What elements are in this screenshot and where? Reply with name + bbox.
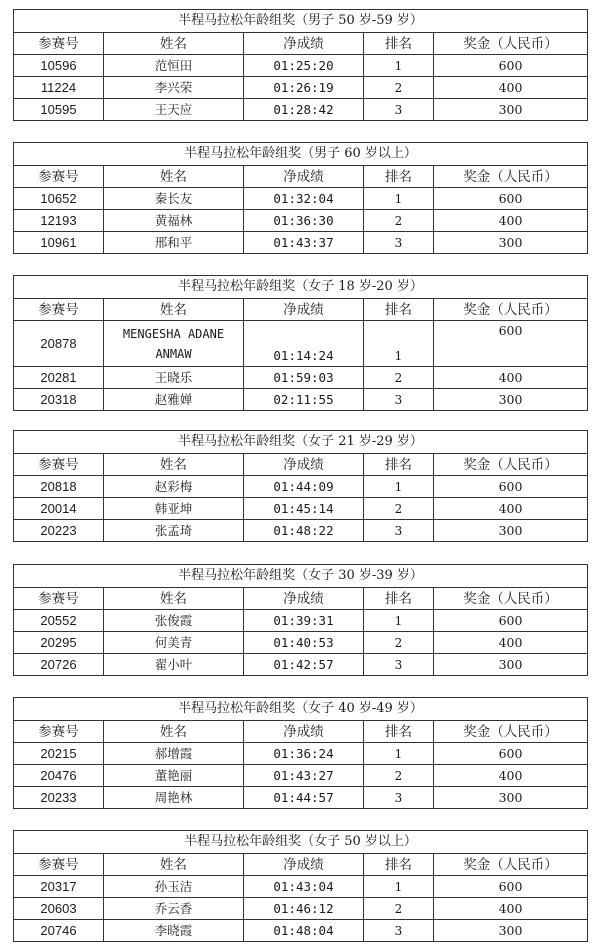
award-table xyxy=(13,697,588,809)
entry-number: 20317 xyxy=(14,876,104,898)
table-title-row xyxy=(14,698,588,721)
net-time: 01:44:57 xyxy=(244,787,364,809)
entry-number: 20014 xyxy=(14,498,104,520)
rank: 3 xyxy=(364,389,434,411)
table-row xyxy=(14,787,588,809)
rank: 3 xyxy=(364,99,434,121)
table-row xyxy=(14,898,588,920)
entry-number-header: 参赛号 xyxy=(14,854,104,876)
prize-header: 奖金（人民币） xyxy=(434,33,588,55)
table-row xyxy=(14,476,588,498)
rank: 2 xyxy=(364,765,434,787)
rank: 1 xyxy=(364,743,434,765)
entry-number: 20603 xyxy=(14,898,104,920)
table-row xyxy=(14,876,588,898)
runner-name: 董艳丽 xyxy=(104,765,244,787)
net-time-header: 净成绩 xyxy=(244,166,364,188)
name-header: 姓名 xyxy=(104,454,244,476)
entry-number: 20552 xyxy=(14,610,104,632)
runner-name: 黄福林 xyxy=(104,210,244,232)
net-time-header: 净成绩 xyxy=(244,588,364,610)
net-time: 01:26:19 xyxy=(244,77,364,99)
prize-amount: 400 xyxy=(434,632,588,654)
name-header: 姓名 xyxy=(104,166,244,188)
name-header: 姓名 xyxy=(104,854,244,876)
prize-amount: 600 xyxy=(434,743,588,765)
net-time: 01:43:04 xyxy=(244,876,364,898)
net-time: 01:43:27 xyxy=(244,765,364,787)
runner-name: 赵彩梅 xyxy=(104,476,244,498)
entry-number: 11224 xyxy=(14,77,104,99)
runner-name: 范恒田 xyxy=(104,55,244,77)
net-time-header: 净成绩 xyxy=(244,454,364,476)
rank: 2 xyxy=(364,77,434,99)
runner-name: 翟小叶 xyxy=(104,654,244,676)
runner-name: 赵雅婵 xyxy=(104,389,244,411)
prize-amount: 300 xyxy=(434,232,588,254)
net-time: 01:28:42 xyxy=(244,99,364,121)
award-table xyxy=(13,275,588,411)
prize-amount: 400 xyxy=(434,498,588,520)
table-header-row xyxy=(14,454,588,476)
rank: 1 xyxy=(364,476,434,498)
net-time: 01:40:53 xyxy=(244,632,364,654)
net-time: 01:36:24 xyxy=(244,743,364,765)
name-header: 姓名 xyxy=(104,721,244,743)
table-row xyxy=(14,77,588,99)
net-time: 01:32:04 xyxy=(244,188,364,210)
prize-amount: 300 xyxy=(434,389,588,411)
prize-amount: 600 xyxy=(434,476,588,498)
table-title-row xyxy=(14,143,588,166)
entry-number-header: 参赛号 xyxy=(14,588,104,610)
prize-amount: 600 xyxy=(434,321,588,367)
rank: 2 xyxy=(364,210,434,232)
rank-header: 排名 xyxy=(364,721,434,743)
runner-name: 张俊霞 xyxy=(104,610,244,632)
table-title: 半程马拉松年龄组奖（女子 40 岁-49 岁） xyxy=(14,698,588,721)
net-time: 01:48:22 xyxy=(244,520,364,542)
prize-amount: 600 xyxy=(434,55,588,77)
table-title-row xyxy=(14,565,588,588)
runner-name: 周艳林 xyxy=(104,787,244,809)
name-header: 姓名 xyxy=(104,588,244,610)
table-title-row xyxy=(14,276,588,299)
net-time: 01:39:31 xyxy=(244,610,364,632)
prize-header: 奖金（人民币） xyxy=(434,454,588,476)
runner-name: 王天应 xyxy=(104,99,244,121)
table-row xyxy=(14,389,588,411)
entry-number: 20476 xyxy=(14,765,104,787)
net-time: 01:14:24 xyxy=(244,321,364,367)
rank: 1 xyxy=(364,321,434,367)
rank: 1 xyxy=(364,55,434,77)
table-row xyxy=(14,367,588,389)
runner-name: 孙玉洁 xyxy=(104,876,244,898)
table-header-row xyxy=(14,166,588,188)
runner-name: 乔云香 xyxy=(104,898,244,920)
table-row xyxy=(14,321,588,367)
rank-header: 排名 xyxy=(364,166,434,188)
runner-name: 何美青 xyxy=(104,632,244,654)
net-time: 01:59:03 xyxy=(244,367,364,389)
rank: 3 xyxy=(364,232,434,254)
table-title: 半程马拉松年龄组奖（男子 60 岁以上） xyxy=(14,143,588,166)
prize-amount: 600 xyxy=(434,876,588,898)
table-header-row xyxy=(14,721,588,743)
entry-number: 12193 xyxy=(14,210,104,232)
runner-name: 秦长友 xyxy=(104,188,244,210)
prize-amount: 400 xyxy=(434,898,588,920)
net-time: 01:25:20 xyxy=(244,55,364,77)
entry-number-header: 参赛号 xyxy=(14,454,104,476)
table-row xyxy=(14,99,588,121)
runner-name: 邢和平 xyxy=(104,232,244,254)
prize-amount: 400 xyxy=(434,765,588,787)
prize-header: 奖金（人民币） xyxy=(434,854,588,876)
prize-amount: 400 xyxy=(434,210,588,232)
table-row xyxy=(14,610,588,632)
table-header-row xyxy=(14,299,588,321)
table-header-row xyxy=(14,854,588,876)
entry-number: 20746 xyxy=(14,920,104,942)
entry-number: 20726 xyxy=(14,654,104,676)
name-header: 姓名 xyxy=(104,299,244,321)
award-table xyxy=(13,564,588,676)
prize-amount: 300 xyxy=(434,520,588,542)
entry-number: 20318 xyxy=(14,389,104,411)
prize-amount: 400 xyxy=(434,77,588,99)
net-time: 02:11:55 xyxy=(244,389,364,411)
net-time: 01:48:04 xyxy=(244,920,364,942)
table-row xyxy=(14,654,588,676)
entry-number-header: 参赛号 xyxy=(14,721,104,743)
award-table xyxy=(13,430,588,542)
table-title-row xyxy=(14,10,588,33)
net-time: 01:46:12 xyxy=(244,898,364,920)
table-row xyxy=(14,188,588,210)
rank: 3 xyxy=(364,654,434,676)
net-time-header: 净成绩 xyxy=(244,33,364,55)
runner-name: 王晓乐 xyxy=(104,367,244,389)
runner-name: MENGESHA ADANE ANMAW xyxy=(104,321,244,367)
rank-header: 排名 xyxy=(364,454,434,476)
table-row xyxy=(14,498,588,520)
net-time: 01:45:14 xyxy=(244,498,364,520)
table-title: 半程马拉松年龄组奖（男子 50 岁-59 岁） xyxy=(14,10,588,33)
award-table xyxy=(13,142,588,254)
table-row xyxy=(14,632,588,654)
runner-name: 张孟琦 xyxy=(104,520,244,542)
table-row xyxy=(14,232,588,254)
entry-number: 20223 xyxy=(14,520,104,542)
rank: 1 xyxy=(364,876,434,898)
award-table xyxy=(13,9,588,121)
entry-number: 10596 xyxy=(14,55,104,77)
prize-amount: 300 xyxy=(434,654,588,676)
entry-number: 20878 xyxy=(14,321,104,367)
table-row xyxy=(14,920,588,942)
rank: 1 xyxy=(364,610,434,632)
table-row xyxy=(14,520,588,542)
rank: 3 xyxy=(364,520,434,542)
net-time-header: 净成绩 xyxy=(244,721,364,743)
rank: 2 xyxy=(364,367,434,389)
prize-amount: 300 xyxy=(434,920,588,942)
entry-number-header: 参赛号 xyxy=(14,166,104,188)
entry-number: 20818 xyxy=(14,476,104,498)
table-row xyxy=(14,55,588,77)
rank-header: 排名 xyxy=(364,33,434,55)
table-title: 半程马拉松年龄组奖（女子 50 岁以上） xyxy=(14,831,588,854)
table-title: 半程马拉松年龄组奖（女子 30 岁-39 岁） xyxy=(14,565,588,588)
entry-number: 10652 xyxy=(14,188,104,210)
table-title-row xyxy=(14,431,588,454)
table-row xyxy=(14,210,588,232)
net-time-header: 净成绩 xyxy=(244,299,364,321)
net-time: 01:42:57 xyxy=(244,654,364,676)
table-row xyxy=(14,765,588,787)
net-time-header: 净成绩 xyxy=(244,854,364,876)
prize-header: 奖金（人民币） xyxy=(434,588,588,610)
prize-amount: 600 xyxy=(434,188,588,210)
award-table xyxy=(13,830,588,942)
rank: 2 xyxy=(364,498,434,520)
prize-amount: 600 xyxy=(434,610,588,632)
table-header-row xyxy=(14,33,588,55)
table-header-row xyxy=(14,588,588,610)
rank-header: 排名 xyxy=(364,299,434,321)
entry-number: 20281 xyxy=(14,367,104,389)
table-row xyxy=(14,743,588,765)
net-time: 01:43:37 xyxy=(244,232,364,254)
runner-name: 郝增霞 xyxy=(104,743,244,765)
runner-name: 李兴荣 xyxy=(104,77,244,99)
rank: 2 xyxy=(364,898,434,920)
prize-header: 奖金（人民币） xyxy=(434,299,588,321)
rank-header: 排名 xyxy=(364,854,434,876)
table-title: 半程马拉松年龄组奖（女子 21 岁-29 岁） xyxy=(14,431,588,454)
rank: 3 xyxy=(364,787,434,809)
runner-name: 李晓霞 xyxy=(104,920,244,942)
entry-number: 20233 xyxy=(14,787,104,809)
entry-number-header: 参赛号 xyxy=(14,299,104,321)
rank-header: 排名 xyxy=(364,588,434,610)
prize-header: 奖金（人民币） xyxy=(434,166,588,188)
net-time: 01:44:09 xyxy=(244,476,364,498)
rank: 1 xyxy=(364,188,434,210)
rank: 2 xyxy=(364,632,434,654)
prize-amount: 400 xyxy=(434,367,588,389)
net-time: 01:36:30 xyxy=(244,210,364,232)
rank: 3 xyxy=(364,920,434,942)
prize-amount: 300 xyxy=(434,99,588,121)
table-title-row xyxy=(14,831,588,854)
name-header: 姓名 xyxy=(104,33,244,55)
entry-number-header: 参赛号 xyxy=(14,33,104,55)
prize-header: 奖金（人民币） xyxy=(434,721,588,743)
table-title: 半程马拉松年龄组奖（女子 18 岁-20 岁） xyxy=(14,276,588,299)
entry-number: 20215 xyxy=(14,743,104,765)
entry-number: 10961 xyxy=(14,232,104,254)
entry-number: 20295 xyxy=(14,632,104,654)
prize-amount: 300 xyxy=(434,787,588,809)
entry-number: 10595 xyxy=(14,99,104,121)
runner-name: 韩亚坤 xyxy=(104,498,244,520)
